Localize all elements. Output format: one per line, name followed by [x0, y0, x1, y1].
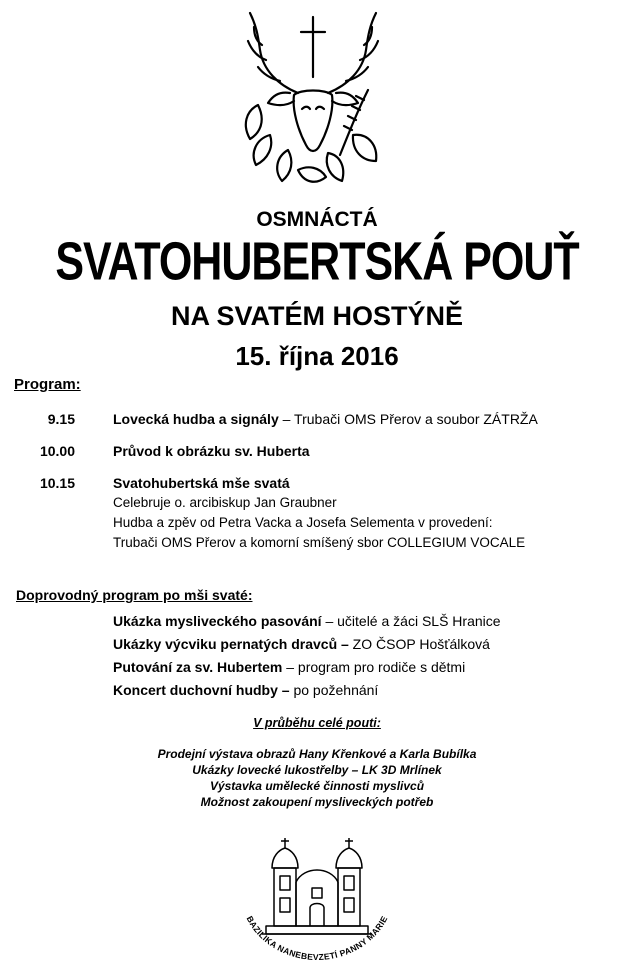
- accompanying-item: [113, 682, 378, 698]
- program-time: 10.15: [39, 475, 75, 491]
- sideline-line: Ukázky lovecké lukostřelby – LK 3D Mrlínek: [192, 763, 442, 777]
- sideline-heading: V průběhu celé pouti:: [253, 716, 381, 730]
- event-date: 15. října 2016: [235, 341, 399, 371]
- accompanying-heading: Doprovodný program po mši svaté:: [16, 587, 253, 603]
- program-item: [113, 411, 538, 427]
- program-item: [113, 475, 290, 491]
- program-time: 10.00: [39, 443, 75, 459]
- program-item-title: Svatohubertská mše svatá: [113, 475, 290, 491]
- program-time: 9.15: [47, 411, 75, 427]
- basilica-logo: [232, 828, 402, 968]
- program-heading: Program:: [14, 376, 81, 393]
- program-item: [113, 443, 310, 459]
- program-item-title: Lovecká hudba a signály: [113, 411, 279, 427]
- program-item-title: Průvod k obrázku sv. Huberta: [113, 443, 310, 459]
- page-title: SVATOHUBERTSKÁ POUŤ: [55, 232, 579, 292]
- accompanying-item-detail: – program pro rodiče s dětmi: [282, 659, 466, 675]
- stag-cross-emblem: [228, 5, 398, 190]
- sideline-line: Prodejní výstava obrazů Hany Křenkové a Karla Bubílka: [157, 747, 477, 761]
- accompanying-item: [113, 636, 490, 652]
- mass-detail-line: Trubači OMS Přerov a komorní smíšený sbor COLLEGIUM VOCALE: [113, 535, 526, 550]
- sideline-line: Možnost zakoupení mysliveckých potřeb: [200, 795, 434, 809]
- sideline-line: Výstavka umělecké činnosti myslivců: [209, 779, 425, 793]
- accompanying-item-detail: po požehnání: [289, 682, 379, 698]
- accompanying-item-detail: – učitelé a žáci SLŠ Hranice: [321, 613, 501, 629]
- program-item-detail: – Trubači OMS Přerov a soubor ZÁTRŽA: [278, 411, 538, 427]
- accompanying-item-title: Putování za sv. Hubertem: [113, 659, 283, 675]
- accompanying-item-detail: ZO ČSOP Hošťálková: [348, 636, 490, 652]
- accompanying-item-title: Ukázky výcviku pernatých dravců –: [113, 636, 349, 652]
- accompanying-item-title: Ukázka mysliveckého pasování: [113, 613, 322, 629]
- mass-detail-line: Hudba a zpěv od Petra Vacka a Josefa Selementa v provedení:: [113, 515, 493, 530]
- basilica-caption: BAZILIKA NANEBEVZETÍ PANNY MARIE: [244, 914, 390, 963]
- accompanying-item-title: Koncert duchovní hudby –: [113, 682, 290, 698]
- accompanying-item: [113, 613, 501, 629]
- title-location: NA SVATÉM HOSTÝNĚ: [170, 301, 464, 331]
- mass-detail-line: Celebruje o. arcibiskup Jan Graubner: [113, 495, 337, 510]
- accompanying-item: [113, 659, 465, 675]
- title-ordinal: OSMNÁCTÁ: [256, 208, 378, 231]
